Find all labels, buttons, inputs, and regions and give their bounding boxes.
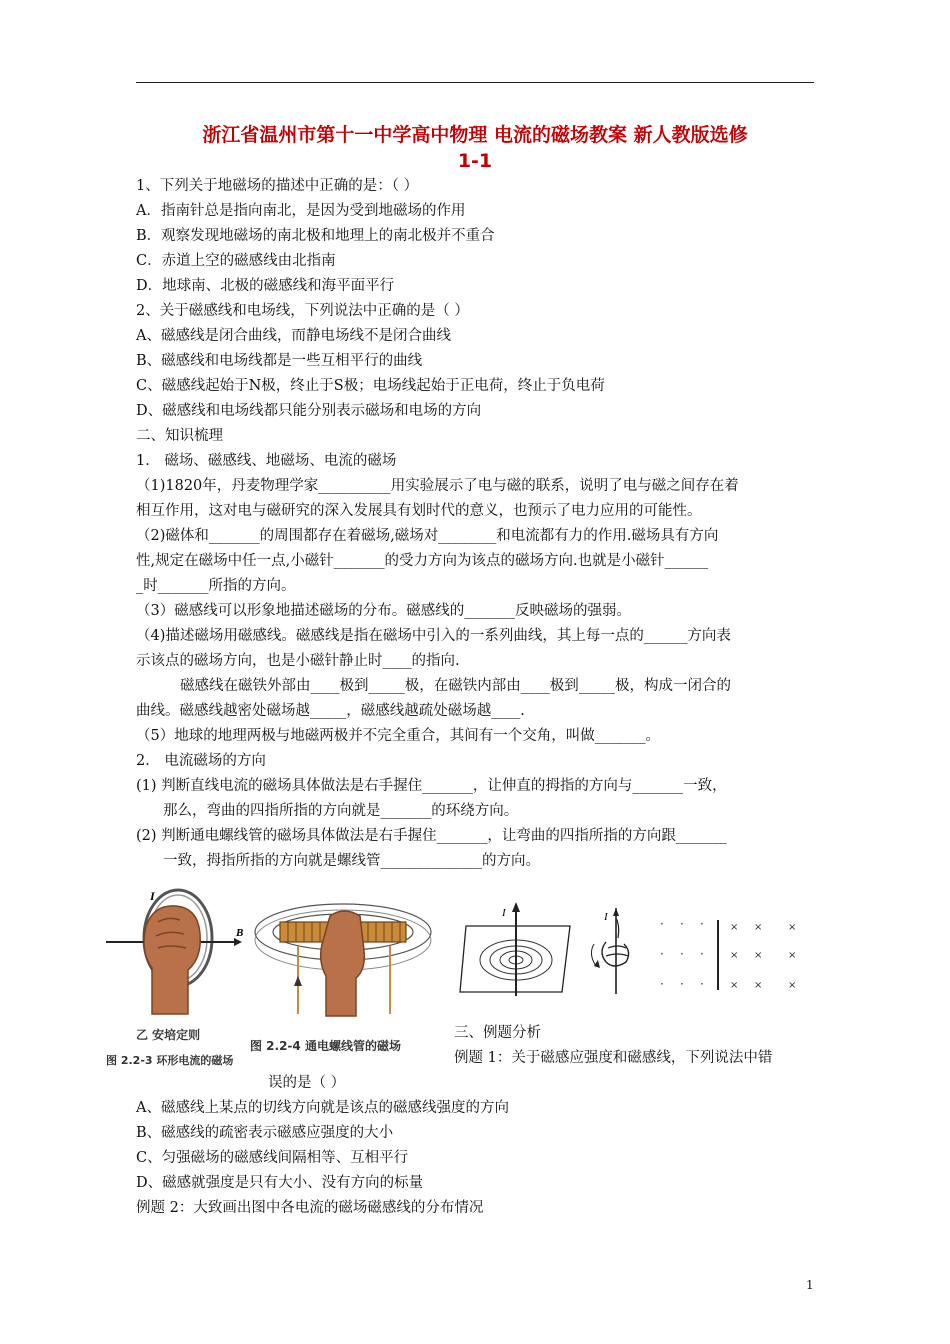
field-cross-symbol: × — [788, 980, 797, 991]
current-arrow-icon — [613, 908, 619, 916]
page-number: 1 — [806, 1278, 814, 1292]
title-line-2: 1-1 — [457, 150, 493, 172]
field-dot-symbol: · — [700, 977, 704, 991]
q1-option-c: C．赤道上空的磁感线由北指南 — [136, 253, 336, 269]
q2-option-c: C、磁感线起始于N极，终止于S极；电场线起始于正电荷，终止于负电荷 — [136, 378, 605, 394]
rule-2-line-2: 一致，拇指所指的方向就是螺线管______________的方向。 — [163, 853, 540, 869]
subsection-2-heading: 2． 电流磁场的方向 — [136, 753, 266, 769]
solenoid-hand-figure — [248, 886, 438, 1020]
field-cross-symbol: × — [730, 980, 739, 991]
current-label: I — [150, 889, 155, 903]
field-dot-symbol: · — [660, 917, 664, 931]
field-dot-symbol: · — [680, 947, 684, 961]
question-2: 2、关于磁感线和电场线，下列说法中正确的是（ ） — [136, 303, 469, 319]
field-dot-symbol: · — [700, 917, 704, 931]
header-rule — [136, 82, 814, 83]
rule-1-line-1: (1) 判断直线电流的磁场具体做法是右手握住_______，让伸直的拇指的方向与_______一致， — [136, 778, 727, 794]
paragraph-4-line-3: 磁感线在磁铁外部由____极到_____极，在磁铁内部由____极到_____极，构成一闭合的 — [180, 678, 731, 694]
field-dot-symbol: · — [660, 947, 664, 961]
paragraph-2-line-2: 性,规定在磁场中任一点,小磁针_______的受力方向为该点的磁场方向.也就是小磁针______ — [136, 553, 709, 569]
field-label: B — [236, 927, 244, 939]
q1-option-b: B．观察发现地磁场的南北极和地理上的南北极并不重合 — [136, 228, 495, 244]
field-dot-symbol: · — [700, 947, 704, 961]
example-1-line-2: 误的是（ ） — [268, 1075, 346, 1091]
example-2: 例题 2：大致画出图中各电流的磁场磁感线的分布情况 — [136, 1200, 484, 1216]
figure-1-caption-a: 乙 安培定则 — [136, 1028, 201, 1042]
field-cross-symbol: × — [754, 980, 763, 991]
example-1-line-1: 例题 1：关于磁感应强度和磁感线，下列说法中错 — [454, 1050, 773, 1066]
section-3-heading: 三、例题分析 — [454, 1025, 541, 1041]
title-line-1: 浙江省温州市第十一中学高中物理 电流的磁场教案 新人教版选修 — [202, 124, 748, 146]
paragraph-4-line-2: 示该点的磁场方向，也是小磁针静止时____的指向. — [136, 653, 460, 669]
ex1-option-b: B、磁感线的疏密表示磁感应强度的大小 — [136, 1125, 394, 1141]
field-cross-symbol: × — [754, 922, 763, 933]
field-cross-symbol: × — [788, 950, 797, 961]
q1-option-a: A．指南针总是指向南北，是因为受到地磁场的作用 — [136, 203, 466, 219]
field-dot-symbol: · — [680, 917, 684, 931]
ring-current-hand-figure — [106, 886, 246, 1026]
dots-crosses-field-figure — [654, 916, 804, 992]
paragraph-1-line-1: （1)1820年，丹麦物理学家__________用实验展示了电与磁的联系，说明了电与磁之间存在着 — [136, 478, 739, 494]
q2-option-d: D、磁感线和电场线都只能分别表示磁场和电场的方向 — [136, 403, 482, 419]
paragraph-2-line-3: _时_______所指的方向。 — [136, 578, 296, 594]
rule-1-line-2: 那么，弯曲的四指所指的方向就是_______的环绕方向。 — [163, 803, 519, 819]
section-2-heading: 二、知识梳理 — [136, 428, 223, 444]
paragraph-4-line-1: （4)描述磁场用磁感线。磁感线是指在磁场中引入的一系列曲线，其上每一点的______方向表 — [136, 628, 731, 644]
field-dot-symbol: · — [660, 977, 664, 991]
right-hand-rule-wire-figure — [584, 904, 646, 996]
subsection-1-heading: 1． 磁场、磁感线、地磁场、电流的磁场 — [136, 453, 397, 469]
field-cross-symbol: × — [788, 922, 797, 933]
question-1: 1、下列关于地磁场的描述中正确的是：（ ） — [136, 178, 419, 194]
straight-wire-field-figure — [458, 896, 578, 1000]
ex1-option-a: A、磁感线上某点的切线方向就是该点的磁感线强度的方向 — [136, 1100, 509, 1116]
figure-2-caption: 图 2.2-4 通电螺线管的磁场 — [250, 1039, 401, 1053]
current-arrow-icon — [512, 902, 520, 912]
field-cross-symbol: × — [754, 950, 763, 961]
current-label: I — [604, 911, 608, 923]
field-dot-symbol: · — [680, 977, 684, 991]
paragraph-3: （3）磁感线可以形象地描述磁场的分布。磁感线的_______反映磁场的强弱。 — [136, 603, 631, 619]
current-label: I — [502, 907, 506, 919]
rule-2-line-1: (2) 判断通电螺线管的磁场具体做法是右手握住_______，让弯曲的四指所指的方向跟_______ — [136, 828, 727, 844]
paragraph-4-line-4: 曲线。磁感线越密处磁场越_____，磁感线越疏处磁场越____. — [136, 703, 525, 719]
ex1-option-c: C、匀强磁场的磁感线间隔相等、互相平行 — [136, 1150, 409, 1166]
paragraph-1-line-2: 相互作用，这对电与磁研究的深入发展具有划时代的意义，也预示了电力应用的可能性。 — [136, 503, 702, 519]
q2-option-b: B、磁感线和电场线都是一些互相平行的曲线 — [136, 353, 423, 369]
field-cross-symbol: × — [730, 950, 739, 961]
ex1-option-d: D、磁感就强度是只有大小、没有方向的标量 — [136, 1175, 424, 1191]
document-title — [136, 122, 814, 174]
q2-option-a: A、磁感线是闭合曲线，而静电场线不是闭合曲线 — [136, 328, 451, 344]
paragraph-2-line-1: （2)磁体和_______的周围都存在着磁场,磁场对________和电流都有力的作用.磁场具有方向 — [136, 528, 719, 544]
field-cross-symbol: × — [730, 922, 739, 933]
q1-option-d: D．地球南、北极的磁感线和海平面平行 — [136, 278, 395, 294]
figure-1-caption-b: 图 2.2-3 环形电流的磁场 — [106, 1054, 234, 1067]
paragraph-5: （5）地球的地理两极与地磁两极并不完全重合，其间有一个交角，叫做_______。 — [136, 728, 660, 744]
